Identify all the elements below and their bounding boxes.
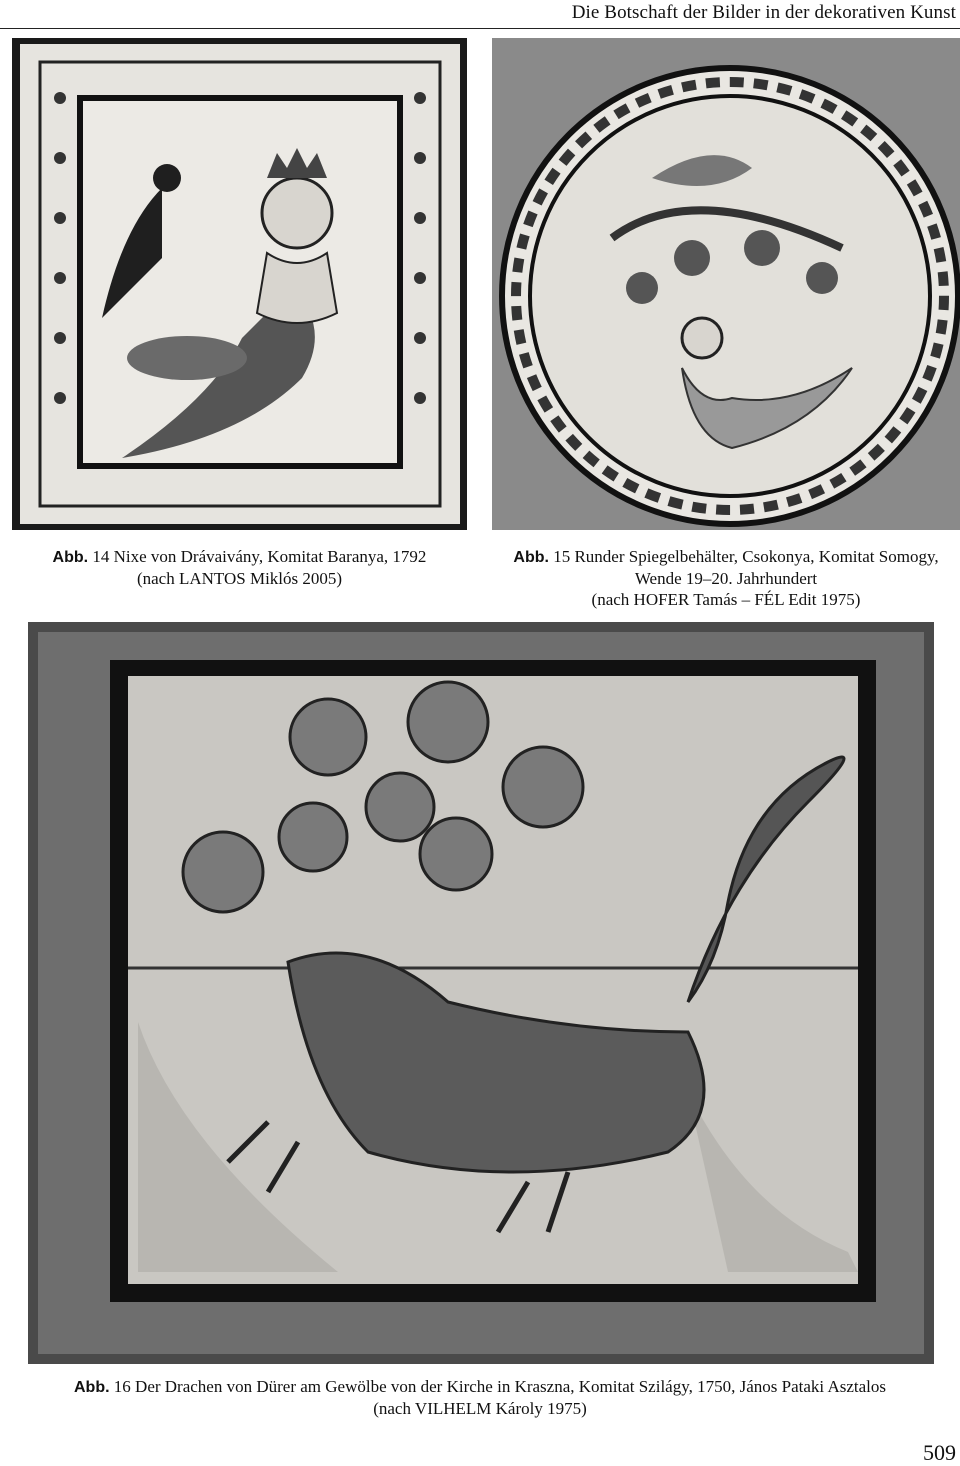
figure-16-caption (0, 1376, 960, 1419)
figure-15-date: Wende 19–20. Jahrhundert (634, 569, 818, 588)
figure-16-abb: Abb. (74, 1379, 110, 1396)
figure-14-caption (12, 546, 467, 589)
running-head (0, 0, 960, 29)
figure-14-image (12, 38, 467, 530)
figure-16-image (28, 622, 934, 1364)
page-number: 509 (923, 1440, 956, 1465)
round-mirror-case-illustration (492, 38, 960, 530)
figure-16-title: 16 Der Drachen von Dürer am Gewölbe von der Kirche in Kraszna, Komitat Szilágy, 1750, János Pataki Asztalos (113, 1377, 886, 1396)
figure-14-title: 14 Nixe von Drávaivány, Komitat Baranya, 1792 (92, 547, 427, 566)
figure-15-caption (492, 546, 960, 610)
figure-14-abb: Abb. (52, 549, 89, 566)
running-head-title: Die Botschaft der Bilder in der dekorativen Kunst (571, 2, 956, 23)
figure-15-title: 15 Runder Spiegelbehälter, Csokonya, Komitat Somogy, (553, 547, 939, 566)
dragon-ceiling-panel-illustration (28, 622, 934, 1364)
figure-15-source: (nach HOFER Tamás – FÉL Edit 1975) (591, 590, 861, 609)
figure-15-image (492, 38, 960, 530)
figure-14-source: (nach LANTOS Miklós 2005) (136, 569, 343, 588)
figure-16-source: (nach VILHELM Károly 1975) (373, 1399, 587, 1418)
figure-15-abb: Abb. (513, 549, 549, 566)
mermaid-panel-illustration (12, 38, 467, 530)
